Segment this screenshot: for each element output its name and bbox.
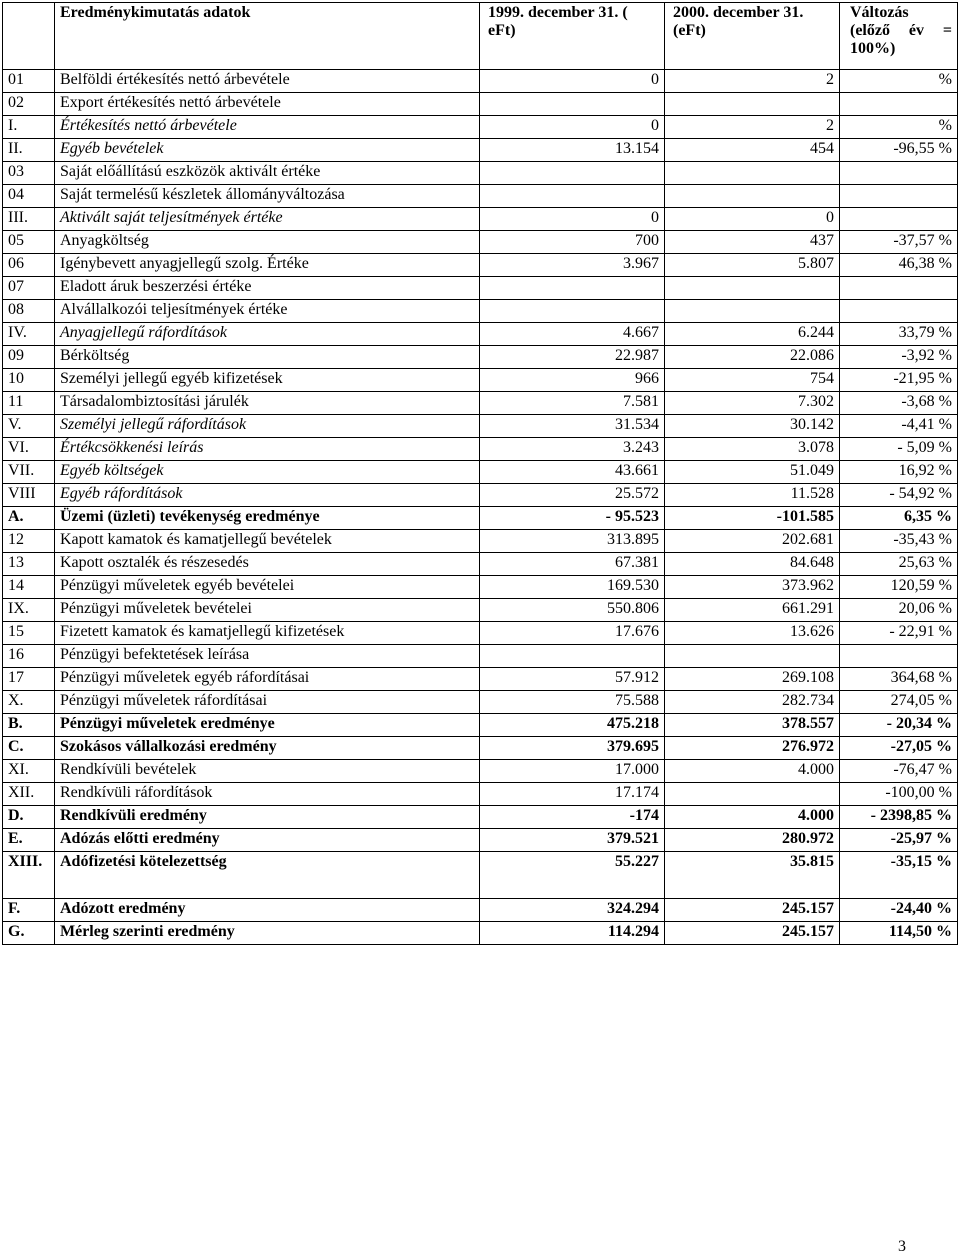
table-row [3, 507, 958, 530]
row-code: G. [3, 922, 55, 945]
row-value-2000: 11.528 [665, 484, 840, 507]
row-value-1999: 114.294 [480, 922, 665, 945]
table-row [3, 622, 958, 645]
row-label: Rendkívüli bevételek [55, 760, 480, 783]
table-row [3, 139, 958, 162]
row-change-pct: - 22,91 % [840, 622, 958, 645]
header-code-cell [3, 3, 55, 70]
row-code: 04 [3, 185, 55, 208]
row-change-pct: -76,47 % [840, 760, 958, 783]
row-value-1999 [480, 93, 665, 116]
row-label: Igénybevett anyagjellegű szolg. Értéke [55, 254, 480, 277]
row-change-pct: 33,79 % [840, 323, 958, 346]
row-value-1999: 4.667 [480, 323, 665, 346]
row-change-pct: -3,92 % [840, 346, 958, 369]
row-value-2000: 661.291 [665, 599, 840, 622]
row-code: VII. [3, 461, 55, 484]
row-value-1999: 379.695 [480, 737, 665, 760]
row-label: Üzemi (üzleti) tevékenység eredménye [55, 507, 480, 530]
row-code: 13 [3, 553, 55, 576]
row-label: Egyéb ráfordítások [55, 484, 480, 507]
row-code: 16 [3, 645, 55, 668]
row-value-2000: 754 [665, 369, 840, 392]
table-row [3, 553, 958, 576]
row-code: 08 [3, 300, 55, 323]
row-value-1999: 31.534 [480, 415, 665, 438]
row-change-pct: - 54,92 % [840, 484, 958, 507]
row-label: Pénzügyi befektetések leírása [55, 645, 480, 668]
income-statement-table [2, 2, 958, 945]
table-row [3, 346, 958, 369]
row-value-1999: 3.243 [480, 438, 665, 461]
row-change-pct: - 20,34 % [840, 714, 958, 737]
page-number: 3 [898, 1238, 906, 1255]
row-value-1999: 55.227 [480, 852, 665, 899]
row-code: 11 [3, 392, 55, 415]
row-value-1999 [480, 277, 665, 300]
row-value-2000 [665, 783, 840, 806]
row-value-2000 [665, 277, 840, 300]
income-statement-body [3, 3, 958, 945]
row-value-1999: 25.572 [480, 484, 665, 507]
row-change-pct: -4,41 % [840, 415, 958, 438]
table-row [3, 415, 958, 438]
row-value-1999: 324.294 [480, 899, 665, 922]
row-change-pct: - 2398,85 % [840, 806, 958, 829]
table-row [3, 691, 958, 714]
row-label: Adózás előtti eredmény [55, 829, 480, 852]
row-value-1999: 43.661 [480, 461, 665, 484]
row-code: 03 [3, 162, 55, 185]
table-header-row [3, 3, 958, 70]
table-row [3, 277, 958, 300]
row-value-1999: -174 [480, 806, 665, 829]
table-row [3, 208, 958, 231]
row-change-pct [840, 277, 958, 300]
row-value-2000 [665, 645, 840, 668]
row-label: Kapott kamatok és kamatjellegű bevételek [55, 530, 480, 553]
row-value-2000: 30.142 [665, 415, 840, 438]
row-code: II. [3, 139, 55, 162]
table-row [3, 806, 958, 829]
row-code: XIII. [3, 852, 55, 899]
row-change-pct: 25,63 % [840, 553, 958, 576]
row-change-pct: -35,15 % [840, 852, 958, 899]
row-value-2000 [665, 93, 840, 116]
row-value-2000: 280.972 [665, 829, 840, 852]
row-value-1999: 0 [480, 70, 665, 93]
row-value-2000: 84.648 [665, 553, 840, 576]
row-label: Pénzügyi műveletek egyéb bevételei [55, 576, 480, 599]
row-code: F. [3, 899, 55, 922]
row-value-2000: 13.626 [665, 622, 840, 645]
row-label: Aktivált saját teljesítmények értéke [55, 208, 480, 231]
row-label: Pénzügyi műveletek ráfordításai [55, 691, 480, 714]
row-code: 14 [3, 576, 55, 599]
header-prev-year: 1999. december 31. ( eFt) [480, 3, 665, 70]
row-change-pct [840, 93, 958, 116]
row-label: Alvállalkozói teljesítmények értéke [55, 300, 480, 323]
row-code: 06 [3, 254, 55, 277]
row-value-2000: 22.086 [665, 346, 840, 369]
row-value-2000 [665, 162, 840, 185]
table-row [3, 116, 958, 139]
row-change-pct [840, 208, 958, 231]
row-value-2000: 5.807 [665, 254, 840, 277]
row-code: V. [3, 415, 55, 438]
row-label: Saját termelésű készletek állományváltozása [55, 185, 480, 208]
row-value-2000: 454 [665, 139, 840, 162]
row-label: Export értékesítés nettó árbevétele [55, 93, 480, 116]
row-label: Személyi jellegű egyéb kifizetések [55, 369, 480, 392]
row-code: III. [3, 208, 55, 231]
row-code: B. [3, 714, 55, 737]
row-value-1999: 313.895 [480, 530, 665, 553]
row-change-pct: -100,00 % [840, 783, 958, 806]
row-value-1999: 169.530 [480, 576, 665, 599]
table-row [3, 461, 958, 484]
row-value-1999: 57.912 [480, 668, 665, 691]
row-value-2000 [665, 185, 840, 208]
row-code: 01 [3, 70, 55, 93]
row-value-1999: - 95.523 [480, 507, 665, 530]
row-code: 12 [3, 530, 55, 553]
row-value-2000: 7.302 [665, 392, 840, 415]
row-value-2000: 4.000 [665, 806, 840, 829]
table-row [3, 93, 958, 116]
row-value-1999: 67.381 [480, 553, 665, 576]
row-code: IX. [3, 599, 55, 622]
row-change-pct: 120,59 % [840, 576, 958, 599]
table-row [3, 323, 958, 346]
row-change-pct: % [840, 70, 958, 93]
row-change-pct: -21,95 % [840, 369, 958, 392]
row-label: Szokásos vállalkozási eredmény [55, 737, 480, 760]
row-value-2000: 378.557 [665, 714, 840, 737]
row-label: Pénzügyi műveletek egyéb ráfordításai [55, 668, 480, 691]
row-change-pct [840, 162, 958, 185]
table-row [3, 576, 958, 599]
row-label: Adófizetési kötelezettség [55, 852, 480, 899]
table-row [3, 829, 958, 852]
row-value-2000: 2 [665, 116, 840, 139]
row-code: 10 [3, 369, 55, 392]
row-label: Anyagköltség [55, 231, 480, 254]
table-row [3, 668, 958, 691]
row-label: Rendkívüli eredmény [55, 806, 480, 829]
row-change-pct [840, 300, 958, 323]
row-value-2000: 35.815 [665, 852, 840, 899]
row-value-2000: 373.962 [665, 576, 840, 599]
row-code: X. [3, 691, 55, 714]
table-row [3, 783, 958, 806]
row-change-pct [840, 645, 958, 668]
row-code: IV. [3, 323, 55, 346]
row-change-pct: 16,92 % [840, 461, 958, 484]
row-value-1999: 22.987 [480, 346, 665, 369]
row-change-pct: 364,68 % [840, 668, 958, 691]
row-value-2000: 437 [665, 231, 840, 254]
row-value-1999: 475.218 [480, 714, 665, 737]
row-code: XI. [3, 760, 55, 783]
row-change-pct: % [840, 116, 958, 139]
row-value-1999: 966 [480, 369, 665, 392]
row-value-2000: 4.000 [665, 760, 840, 783]
row-code: E. [3, 829, 55, 852]
row-value-2000: -101.585 [665, 507, 840, 530]
row-label: Belföldi értékesítés nettó árbevétele [55, 70, 480, 93]
row-label: Bérköltség [55, 346, 480, 369]
row-label: Rendkívüli ráfordítások [55, 783, 480, 806]
row-code: 09 [3, 346, 55, 369]
row-change-pct: -3,68 % [840, 392, 958, 415]
row-value-1999: 0 [480, 208, 665, 231]
row-label: Személyi jellegű ráfordítások [55, 415, 480, 438]
table-row [3, 760, 958, 783]
table-row [3, 852, 958, 899]
row-change-pct: - 5,09 % [840, 438, 958, 461]
table-row [3, 392, 958, 415]
row-code: 07 [3, 277, 55, 300]
row-code: 02 [3, 93, 55, 116]
table-row [3, 530, 958, 553]
row-code: D. [3, 806, 55, 829]
row-label: Egyéb költségek [55, 461, 480, 484]
table-row [3, 162, 958, 185]
row-value-1999 [480, 162, 665, 185]
row-change-pct: -37,57 % [840, 231, 958, 254]
table-row [3, 922, 958, 945]
row-label: Fizetett kamatok és kamatjellegű kifizetések [55, 622, 480, 645]
row-value-1999: 379.521 [480, 829, 665, 852]
row-value-1999: 17.000 [480, 760, 665, 783]
row-label: Mérleg szerinti eredmény [55, 922, 480, 945]
row-label: Értékcsökkenési leírás [55, 438, 480, 461]
row-change-pct: -35,43 % [840, 530, 958, 553]
row-change-pct: 274,05 % [840, 691, 958, 714]
table-row [3, 438, 958, 461]
row-code: 05 [3, 231, 55, 254]
table-row [3, 899, 958, 922]
row-value-2000: 51.049 [665, 461, 840, 484]
row-value-2000: 269.108 [665, 668, 840, 691]
row-value-2000: 6.244 [665, 323, 840, 346]
table-row [3, 231, 958, 254]
row-label: Értékesítés nettó árbevétele [55, 116, 480, 139]
row-value-1999: 75.588 [480, 691, 665, 714]
row-label: Pénzügyi műveletek eredménye [55, 714, 480, 737]
row-change-pct: 114,50 % [840, 922, 958, 945]
table-row [3, 254, 958, 277]
row-value-1999: 550.806 [480, 599, 665, 622]
row-code: 15 [3, 622, 55, 645]
row-value-1999: 17.676 [480, 622, 665, 645]
row-change-pct: -25,97 % [840, 829, 958, 852]
row-label: Pénzügyi műveletek bevételei [55, 599, 480, 622]
row-change-pct: -96,55 % [840, 139, 958, 162]
row-value-1999: 17.174 [480, 783, 665, 806]
header-title: Eredménykimutatás adatok [55, 3, 480, 70]
table-row [3, 645, 958, 668]
row-change-pct: 46,38 % [840, 254, 958, 277]
table-row [3, 737, 958, 760]
table-row [3, 599, 958, 622]
row-value-2000: 245.157 [665, 922, 840, 945]
row-label: Kapott osztalék és részesedés [55, 553, 480, 576]
table-row [3, 300, 958, 323]
row-value-2000 [665, 300, 840, 323]
row-code: VI. [3, 438, 55, 461]
table-row [3, 70, 958, 93]
row-value-1999: 700 [480, 231, 665, 254]
row-value-2000: 3.078 [665, 438, 840, 461]
row-code: I. [3, 116, 55, 139]
row-value-1999 [480, 300, 665, 323]
row-value-2000: 245.157 [665, 899, 840, 922]
row-code: A. [3, 507, 55, 530]
row-change-pct: -24,40 % [840, 899, 958, 922]
row-value-1999 [480, 185, 665, 208]
table-row [3, 714, 958, 737]
row-change-pct: 6,35 % [840, 507, 958, 530]
row-value-1999: 13.154 [480, 139, 665, 162]
row-value-1999: 0 [480, 116, 665, 139]
row-label: Adózott eredmény [55, 899, 480, 922]
row-label: Társadalombiztosítási járulék [55, 392, 480, 415]
table-row [3, 369, 958, 392]
row-code: C. [3, 737, 55, 760]
row-label: Egyéb bevételek [55, 139, 480, 162]
row-change-pct [840, 185, 958, 208]
row-value-1999 [480, 645, 665, 668]
table-row [3, 484, 958, 507]
header-current-year: 2000. december 31. (eFt) [665, 3, 840, 70]
row-value-2000: 202.681 [665, 530, 840, 553]
row-value-1999: 7.581 [480, 392, 665, 415]
row-code: 17 [3, 668, 55, 691]
row-code: XII. [3, 783, 55, 806]
row-change-pct: 20,06 % [840, 599, 958, 622]
row-value-1999: 3.967 [480, 254, 665, 277]
row-change-pct: -27,05 % [840, 737, 958, 760]
row-code: VIII [3, 484, 55, 507]
table-row [3, 185, 958, 208]
row-value-2000: 0 [665, 208, 840, 231]
row-label: Saját előállítású eszközök aktivált értéke [55, 162, 480, 185]
row-value-2000: 282.734 [665, 691, 840, 714]
row-label: Eladott áruk beszerzési értéke [55, 277, 480, 300]
row-value-2000: 276.972 [665, 737, 840, 760]
row-label: Anyagjellegű ráfordítások [55, 323, 480, 346]
row-value-2000: 2 [665, 70, 840, 93]
header-change: Változás (előző év = 100%) [840, 3, 958, 70]
